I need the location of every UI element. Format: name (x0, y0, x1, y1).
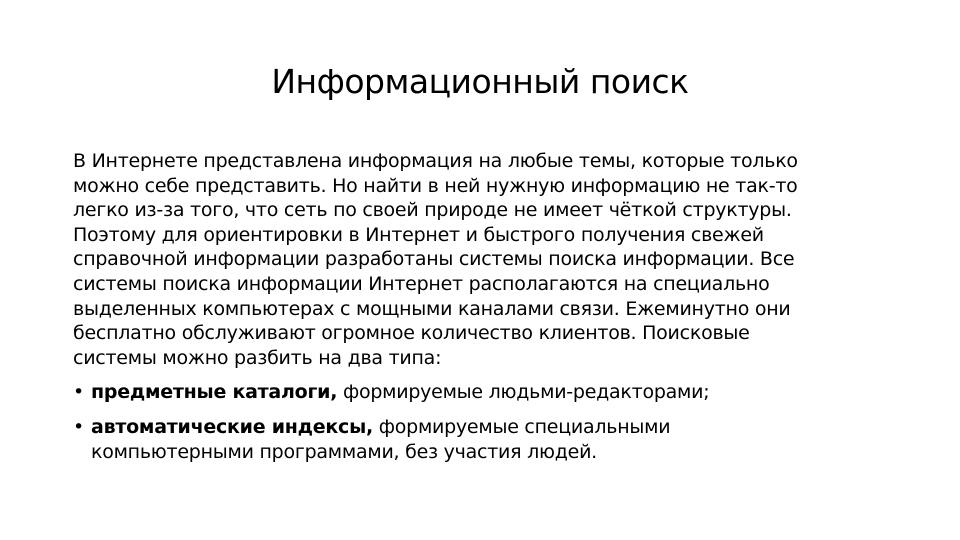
bullet-description-continued: компьютерными программами, без участия людей. (91, 440, 597, 463)
bullet-marker: • (73, 381, 84, 404)
bullet-marker: • (73, 415, 84, 438)
paragraph-line: справочной информации разработаны системы поиска информации. Все (73, 248, 795, 271)
paragraph-line: можно себе представить. Но найти в ней нужную информацию не так-то (73, 174, 798, 197)
paragraph-line: системы можно разбить на два типа: (73, 346, 442, 369)
paragraph-line: В Интернете представлена информация на любые темы, которые только (73, 150, 798, 172)
slide-title: Информационный поиск (271, 62, 689, 101)
paragraph-line: Поэтому для ориентировки в Интернет и быстрого получения свежей (73, 223, 764, 246)
paragraph-line: легко из-за того, что сеть по своей природе не имеет чёткой структуры. (73, 199, 792, 222)
search-types-list (73, 380, 913, 464)
paragraph-line: системы поиска информации Интернет располагаются на специально (73, 272, 770, 295)
list-item-subject-catalogs (73, 380, 913, 405)
slide-body (73, 149, 913, 464)
bullet-term: предметные каталоги, (91, 381, 338, 404)
intro-paragraph (73, 149, 913, 370)
bullet-description: формируемые специальными (372, 415, 671, 438)
bullet-description: формируемые людьми-редакторами; (337, 381, 710, 404)
bullet-term: автоматические индексы, (91, 415, 373, 438)
paragraph-line: бесплатно обслуживают огромное количество клиентов. Поисковые (73, 322, 750, 345)
list-item-automatic-indexes (73, 415, 913, 464)
paragraph-line: выделенных компьютерах с мощными каналами связи. Ежеминутно они (73, 297, 791, 320)
